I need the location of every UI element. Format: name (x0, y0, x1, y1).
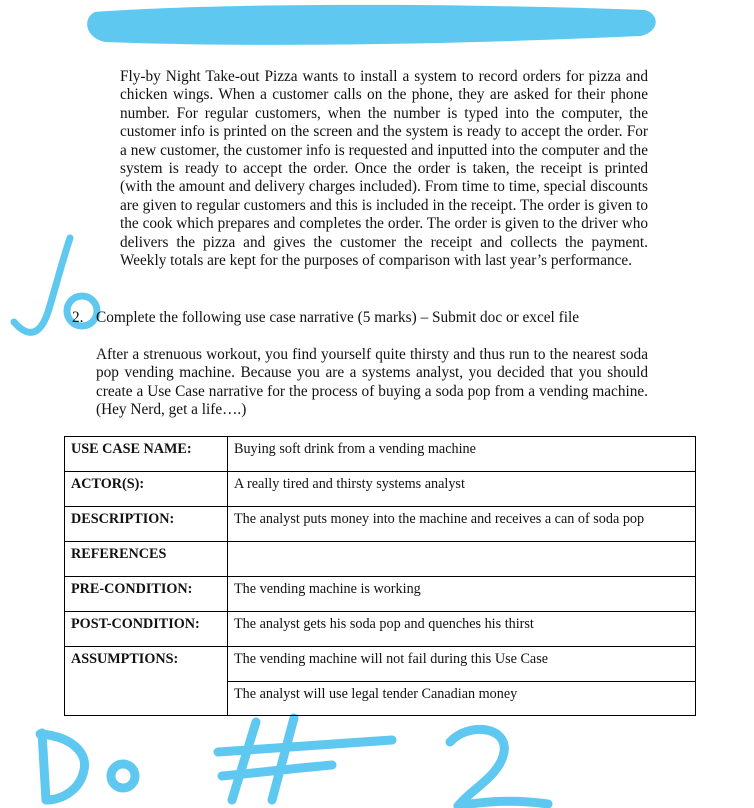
description-value: The analyst puts money into the machine and receives a can of soda pop (228, 507, 696, 542)
table-row (65, 437, 696, 472)
actors-label: ACTOR(S): (65, 472, 228, 507)
use-case-name-value: Buying soft drink from a vending machine (228, 437, 696, 472)
table-row (65, 682, 696, 716)
description-label: DESCRIPTION: (65, 507, 228, 542)
pre-condition-value: The vending machine is working (228, 577, 696, 612)
post-condition-value: The analyst gets his soda pop and quenches his thirst (228, 612, 696, 647)
assumptions-value-1: The vending machine will not fail during this Use Case (228, 647, 696, 682)
question-text: Complete the following use case narrative (5 marks) – Submit doc or excel file (96, 309, 579, 326)
assumptions-label: ASSUMPTIONS: (65, 647, 228, 682)
pre-condition-label: PRE-CONDITION: (65, 577, 228, 612)
table-row (65, 577, 696, 612)
question-2-heading (72, 309, 672, 327)
use-case-name-label: USE CASE NAME: (65, 437, 228, 472)
references-value (228, 542, 696, 577)
table-row (65, 472, 696, 507)
post-condition-label: POST-CONDITION: (65, 612, 228, 647)
references-label: REFERENCES (65, 542, 228, 577)
question-number: 2. (72, 309, 84, 326)
scenario-paragraph: Fly-by Night Take-out Pizza wants to install a system to record orders for pizza and chicken wings. When a customer calls on the phone, they are asked for their phone number. For regular customers, when the number is typed into the computer, the customer info is printed on the screen and the system is ready to accept the order. For a new customer, the customer info is requested and inputted into the computer and the system is ready to accept the order. Once the order is taken, the receipt is printed (with the amount and delivery charges included). From time to time, special discounts are given to regular customers and this is included in the receipt. The order is given to the cook which prepares and completes the order. The order is given to the driver who delivers the pizza and gives the customer the receipt and collects the payment. Weekly totals are kept for the purposes of comparison with last year’s performance. (120, 68, 648, 270)
table-row (65, 647, 696, 682)
table-row (65, 507, 696, 542)
redaction-scribble (87, 5, 656, 45)
question-paragraph: After a strenuous workout, you find yourself quite thirsty and thus run to the nearest soda pop vending machine. Because you are a systems analyst, you decided that you should create a Use Case narrative for the process of buying a soda pop from a vending machine. (Hey Nerd, get a life….) (96, 346, 648, 419)
table-row (65, 542, 696, 577)
actors-value: A really tired and thirsty systems analyst (228, 472, 696, 507)
do-number-2-handwriting (40, 718, 548, 806)
assumptions-value-2: The analyst will use legal tender Canadian money (228, 682, 696, 716)
table-row (65, 612, 696, 647)
use-case-table (64, 436, 696, 716)
assumptions-label-continued (65, 682, 228, 716)
